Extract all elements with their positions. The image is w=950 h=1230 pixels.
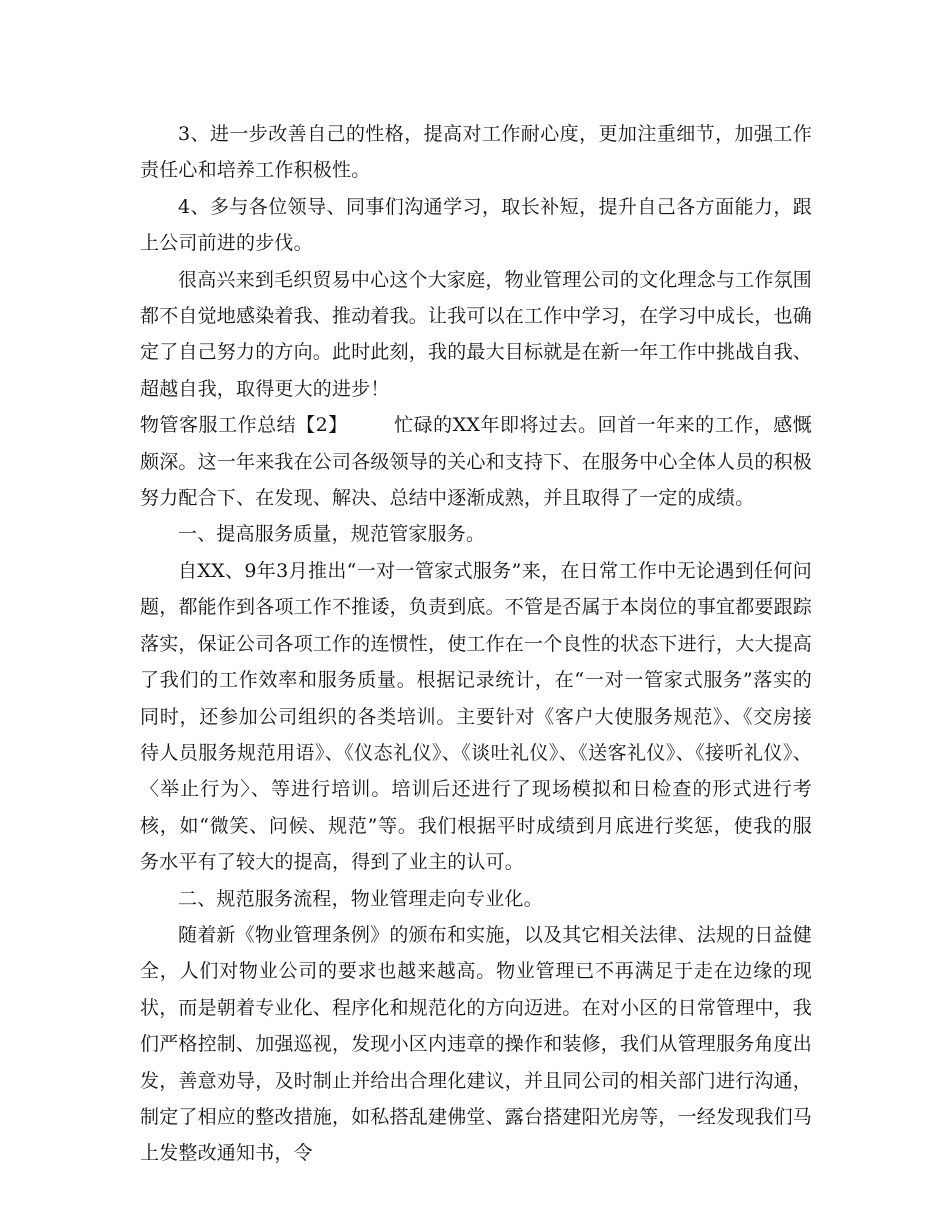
paragraph-item-4: 4、多与各位领导、同事们沟通学习，取长补短，提升自己各方面能力，跟上公司前进的步伐。 (140, 195, 812, 255)
paragraph-service-quality: 自XX、9年3月推出“一对一管家式服务”来，在日常工作中无论遇到任何问题，都能作到各项工作不推诿，负责到底。不管是否属于本岗位的事宜都要跟踪落实，保证公司各项工作的连惯性，使工作在一个良性的状态下进行，大大提高了我们的工作效率和服务质量。根据记录统计，在“一对一管家式服务”落实的同时，还参加公司组织的各类培训。主要针对《客户大使服务规范》、《交房接待人员服务规范用语》、《仪态礼仪》、《谈吐礼仪》、《送客礼仪》、《接听礼仪》、〈举止行为〉、等进行培训。培训后还进行了现场模拟和日检查的形式进行考核，如“微笑、问候、规范”等。我们根据平时成绩到月底进行奖惩，使我的服务水平有了较大的提高，得到了业主的认可。 (140, 559, 813, 874)
paragraph-service-process: 随着新《物业管理条例》的颁布和实施，以及其它相关法律、法规的日益健全，人们对物业公司的要求也越来越高。物业管理已不再满足于走在边缘的现状，而是朝着专业化、程序化和规范化的方向迈进。在对小区的日常管理中，我们严格控制、加强巡视，发现小区内违章的操作和装修，我们从管理服务角度出发，善意劝导，及时制止并给出合理化建议，并且同公司的相关部门进行沟通，制定了相应的整改措施，如私搭乱建佛堂、露台搭建阳光房等，一经发现我们马上发整改通知书，令 (140, 923, 813, 1165)
document-body (140, 116, 812, 1172)
section-summary-2 (140, 407, 812, 516)
paragraph-item-3: 3、进一步改善自己的性格，提高对工作耐心度，更加注重细节，加强工作责任心和培养工作积极性。 (140, 123, 812, 182)
section-intro-text: 忙碌的XX年即将过去。回首一年来的工作，感慨颇深。这一年来我在公司各级领导的关心和支持下、在服务中心全体人员的积极努力配合下、在发现、解决、总结中逐渐成熟，并且取得了一定的成绩。 (140, 414, 813, 510)
heading-service-process: 二、规范服务流程，物业管理走向专业化。 (178, 887, 543, 910)
paragraph-closing: 很高兴来到毛织贸易中心这个大家庭，物业管理公司的文化理念与工作氛围都不自觉地感染着我、推动着我。让我可以在工作中学习，在学习中成长，也确定了自己努力的方向。此时此刻，我的最大目标就是在新一年工作中挑战自我、超越自我，取得更大的进步！ (140, 268, 813, 400)
heading-service-quality: 一、提高服务质量，规范管家服务。 (178, 523, 486, 546)
section-title: 物管客服工作总结【2】 (140, 414, 348, 437)
